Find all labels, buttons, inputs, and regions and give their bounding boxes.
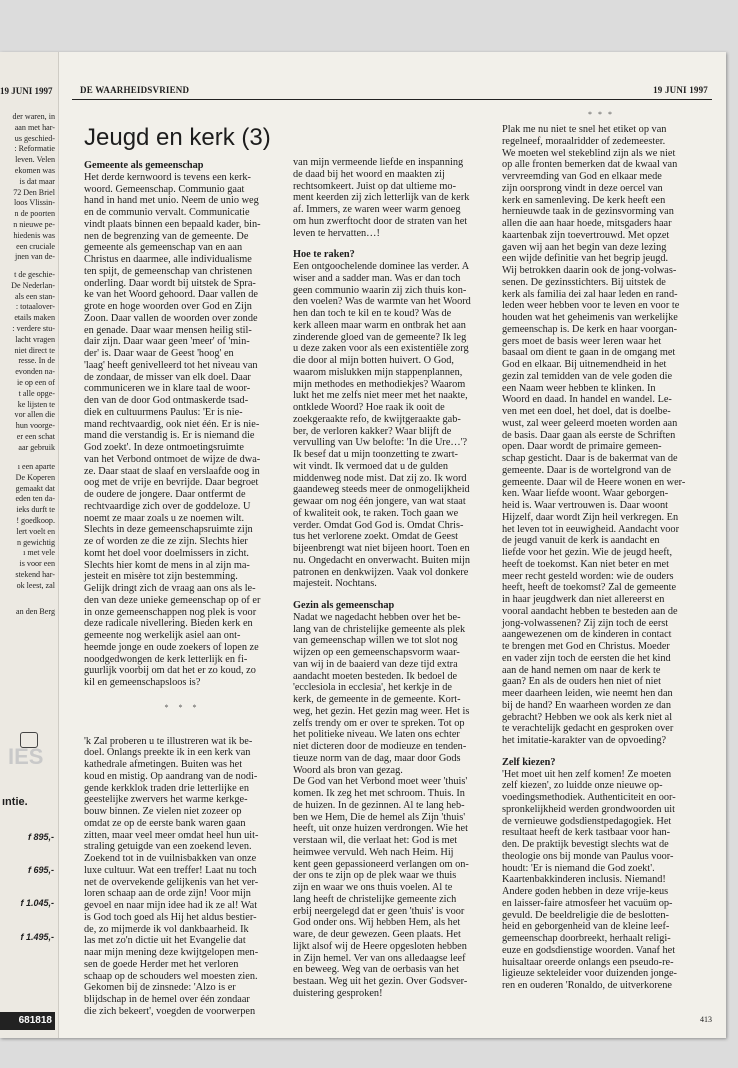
article-title: Jeugd en kerk (3): [84, 124, 271, 151]
newspaper-page: [0, 52, 726, 1038]
page-header: [72, 85, 712, 100]
section-heading: Zelf kiezen?: [502, 756, 556, 768]
article-column-1: [84, 124, 281, 1018]
prev-page-text-top: der waren, in aan met har- us geschied- : Reformatie leven. Velen ekomen was is dat maar 72 Den Briel loos Vlissin- n de poorten n nieuwe pe- hiedenis was een cruciale jnen van de-: [12, 112, 55, 262]
prev-page-date: 19 JUNI 1997: [0, 86, 53, 96]
body-text: 'Het moet uit hen zelf komen! Ze moeten zelf kiezen', zo luidde onze nieuwe op- voedingsmethodiek. Authenticiteit en oor- spronkelijkheid werden grondwoorden uit de vernieuwe godsdienstpedagogiek. Het resultaat heeft de kerk tastbaar voor han- den. De praktijk bevestigt slechts wat de theologie ons bij monde van Paulus voor- houdt: 'Er is niemand die God zoekt'. Kaartenbakkinderen inclusis. Niemand! Andere goden hebben in deze vrije-keus en laisser-faire atmosfeer het vacuüm op- gevuld. De beeldreligie die de beslotten- heid en geborgenheid van de kleine leef- gemeenschap doorbreekt, herhaalt religi- euze en godsdienstige woorden. Vanaf het huisaltaar oreerde onlangs een pseudo-re- ligieuze sekteleider voor duizenden jonge- ren en ouderen 'Ronaldo, de uitverkorene: [502, 768, 677, 991]
section-heading: Gemeente als gemeenschap: [84, 160, 204, 171]
issue-date: 19 JUNI 1997: [653, 85, 708, 95]
body-text: Nadat we nagedacht hebben over het be- lang van de christelijke gemeente als plek van gemeenschap willen we tot slot nog wijzen op een gemeenschapsvorm waar- van wij in de baaierd van deze tijd extra aandacht moeten besteden. Ik bedoel de 'ecclesiola in ecclesia', het kerkje in de kerk, de gemeente in de gemeente. Kort- weg, het gezin. Het gezin mag weer. Het is zelfs trendy om er over te spreken. Tot op het politieke niveau. We laten ons echter niet dicteren door de modieuze en tenden- tieuze norm van de dag, maar door Gods Woord als bron van gezag. De God van het Verbond moet weer 'thuis' komen. Ik zeg het met schroom. Thuis. In de huizen. In de gezinnen. Al te lang heb- ben we Hem, Die de hemel als Zijn 'thuis' heeft, uit onze huizen verdrongen. Wie het verstaan wil, die verlaat het: God is met heimwee vervuld. Weh nach Heim. Hij kent geen gepassioneerd verlangen om on- der ons te zijn op de plek waar we thuis zijn en waar we ons thuis voelen. Al te lang heeft de christelijke gemeente zich erbij neergelegd dat er geen 'thuis' is voor God onder ons. Wij hebben Hem, als het ware, de deur gewezen. Geen plaats. Het lijkt alsof wij de Heere opgesloten hebben in Zijn hemel. Ver van ons alledaagse leef en beweeg. Weg van de oerbasis van het bestaan. Weg uit het gezin. Over Godsver- duistering gesproken!: [293, 611, 470, 999]
section-heading: Hoe te raken?: [293, 249, 355, 261]
section-heading: Gezin als gemeenschap: [293, 600, 395, 611]
body-text: Het derde kernwoord is tevens een kerk- woord. Gemeenschap. Communio gaat hand in hand met unio. Neem de unio weg en de communio vervalt. Communicatie vindt plaats binnen een bepaald kader, bin- nen de begrenzing van de gemeente. De gemeente als gemeenschap van en aan Christus en daarmee, alle individualisme ten spijt, de gemeenschap van christenen onderling. Daar wordt bij uitstek de Spra- ke van het Woord gehoord. Daar vallen de grote en hoge woorden over God en Zijn Zoon. Daar vallen de woorden over zonde en genade. Daar waar mensen heilig stil- dair zijn. Daar waar geen 'meer' of 'min- der' is. Daar waar de Geest 'hoog' en 'laag' heeft genivelleerd tot het niveau van de zondaar, de misser van elk doel. Daar communiceren we in klare taal de woor- den van de door God ontmaskerde tsad- diek en cultuurmens Paulus: 'Er is nie- mand rechtvaardig, ook niet één. Er is nie- mand die verstandig is. Er is niemand die God zoekt'. In deze ontmoetingsruimte van het Verbond ontmoet de wijze de dwa- ze. Daar staat de slaaf en verslaafde oog in oog met de vrije en bevrijde. Daar begroet de oudere de jongere. Daar ontfermt de rechtvaardige zich over de goddeloze. U noemt ze maar zoals u ze noemen wilt. Slechts in deze gemeenschapsruimte zijn ze of worden ze die ze zijn. Slechts hier komt het doel voor doelmissers in zicht. Slechts hier komt de mens in al zijn ma- jesteit en misère tot zijn bestemming. Gelijk dringt zich de vraag aan ons als le- den van deze unieke gemeenschap op of er in onze gemeenschappen nog plek is voor deze radicale nivellering. Bieden kerk en gemeente nog werkelijk asiel aan ont- heemde jonge en oude zoekers of lopen ze noodgedwongen de kerk letterlijk en fi- guurlijk voorbij om dat het er zo koud, zo kil en gemeenschapsloos is?: [84, 171, 261, 688]
publication-name: DE WAARHEIDSVRIEND: [80, 85, 190, 95]
body-text: van mijn vermeende liefde en inspanning de daad bij het woord en maakten zij rechtsomkeert. Juist op dat ultieme mo- ment keerden zij zich letterlijk van de kerk af. Immers, ze waren weer warm genoeg om hun zwerftocht door de straten van het leven te hervatten…!: [293, 157, 470, 239]
ad-price: f 1.495,-: [20, 932, 54, 942]
body-text: Een ontgoochelende dominee las verder. A wiser and a sadder man. Was er dan toch geen communio waarin zij zich thuis kon- den voelen? Was de warmte van het Woord hen dan toch te kil en te koud? Was de kerk alleen maar warm en ontbrak het aan zinderende gloed van de gemeente? Ik leg u deze zaken voor als een existentiële zorg die door al mijn botten huivert. O God, waarom mislukken mijn stappenplannen, mijn methodes en methodiekjes? Waarom lukt het me zelfs niet meer met het naakte, ontklede Woord? Hoe raak ik ooit de zoekgeraakte refo, de kwijtgeraakte gab- ber, de verloren kakker? Waar blijft de vervulling van Uw belofte: 'In die Ure…'? Ik besef dat u mijn toonzetting te zwart- wit vindt. Ik vermoed dat u de gulden middenweg node mist. Dat zij zo. Ik word gaandeweg steeds meer de onmogelijkheid gewaar om nog één jongere, van wat staat of kwaliteit ook, te raken. Toch gaan we verder. Omdat God God is. Omdat Chris- tus het verlorene zoekt. Omdat de Geest bijeenbrengt wat niet bijeen hoort. Toen en nu. Ongedacht en onverwacht. Buiten mijn patronen en denkwijzen. Vaak vol donkere majesteit. Nochtans.: [293, 261, 471, 590]
column-separator-top: * * *: [588, 110, 614, 119]
ad-big-letters: IES: [8, 744, 44, 769]
body-text: 'k Zal proberen u te illustreren wat ik be- doel. Onlangs preekte ik in een kerk van kathedrale afmetingen. Buiten was het koud en mistig. Op aandrang van de nodi- gende kerkklok traden drie letterlijke en geestelijke zwervers het warme kerkge- bouw binnen. Ze vielen niet zozeer op omdat ze op de eerste bank waren gaan zitten, maar veel meer omdat heel hun uit- straling getuigde van een zoekend leven. Zoekend tot in de vuilnisbakken van onze luxe cultuur. Wat een treffer! Laat nu toch net de overvekende gelijkenis van het ver- loren schaap aan de orde zijn! Voor mijn gevoel en naar mijn idee had ik ze al! Wat is God toch goed als Hij het aldus bestier- de, zo mijmerde ik vol dankbaarheid. Ik las met zo'n dictie uit het Evangelie dat naar mijn mening deze kwijtgelopen men- sen de goede Herder met het verloren schaap op de schouders wel moesten zien. Gekomen bij de zinsnede: 'Alzo is er blijdschap in de hemel over één zondaar die zich bekeert', voegden de voorwerpen: [84, 735, 259, 1017]
ad-price: f 895,-: [27, 832, 54, 842]
ad-word: ıntie.: [2, 796, 28, 808]
ad-price: f 1.045,-: [20, 898, 54, 908]
section-separator: * * *: [164, 702, 201, 712]
prev-page-byline: an den Berg: [16, 607, 55, 616]
prev-page-text-low: ı een aparte De Koperen gemaakt dat eden ten da- ieks durft te ! goedkoop. lert voelt en n gewichtig ı met vele is voor een stekend har- ok leest, zal: [15, 462, 55, 590]
prev-page-text-mid: t de geschie- De Nederlan- als een stan- : totaalover- etails maken : verdere stu- lacht vragen niet direct te resse. In de evonden na- ie op een of t alle opge- ke lijsten te vor allen die hun voorge- er een schat aar gebruik: [11, 270, 55, 452]
ad-code: 681818: [0, 1012, 55, 1030]
page-number: 413: [700, 1015, 712, 1024]
body-text: Plak me nu niet te snel het etiket op van regelneef, moraalridder of zedemeester. We moeten wel stekeblind zijn als we niet op alle fronten bemerken dat de kwaal van vervreemding van God en elkaar mede zijn oorsprong vindt in deze oercel van kerk en samenleving. De kerk heeft een hernieuwde taak in de gezinsvorming van allen die aan haar hoede, mitsgaders haar kaartenbak zijn toevertrouwd. Met opzet gaven wij aan het begin van deze lezing een wijde definitie van het begrip jeugd. Wij betrokken daarin ook de jong-volwas- senen. De gezinsstichters. Bij uitstek de kerk als familia dei zal haar leden en rand- leden weer hebben voor te leven en voor te houden wat het geheimenis van werkelijke gemeenschap is. De kerk en haar voorgan- gers moet de basis weer leren waar het basaal om dient te gaan in de omgang met God en elkaar. Bij uitnemendheid in het gezin zal temidden van de vele goden die een Naam weer hebben te klinken. In Woord en daad. In handel en wandel. Le- ven met een doel, het doel, dat is doelbe- wust, zal weer geleerd moeten worden aan de basis. Daar gaan als eerste de Schriften open. Daar wordt de primaire gemeen- schap gesticht. Daar is de bakermat van de gemeente. Daar is de wortelgrond van de gemeente. Daar wil de Heere wonen en wer- ken. Waar liefde woont. Waar geborgen- heid is. Waar vertrouwen is. Daar woont Hijzelf, daar wordt Zijn heil verkregen. En het leven tot in eeuwigheid. Aandacht voor de jeugd vanuit de kerk is aandacht en liefde voor het gezin. Wie de jeugd heeft, heeft de toekomst. Kan niet beter en met meer recht gesteld worden: wie de ouders heeft, heeft de toekomst? Zal de gemeente in haar jeugdwerk dan niet allereerst en vooral aandacht hebben te besteden aan de jong-volwassenen? Zij zijn toch de eerst aangewezenen om de kinderen in contact te brengen met God en Christus. Moeder en vader zijn toch de eersten die het kind aan de hand nemen om naar de kerk te gaan? En als de ouders hen niet of niet meer daarheen leiden, wie neemt hen dan bij de hand? En waarheen worden ze dan gebracht? Hebben we ook als kerk niet al te verachtelijk gedacht en gesproken over het imitatie-karakter van de opvoeding?: [502, 124, 686, 746]
previous-page-strip: [0, 52, 59, 1038]
ad-price: f 695,-: [27, 865, 54, 875]
article-column-3: [502, 124, 702, 992]
article-column-2: [293, 157, 490, 1000]
